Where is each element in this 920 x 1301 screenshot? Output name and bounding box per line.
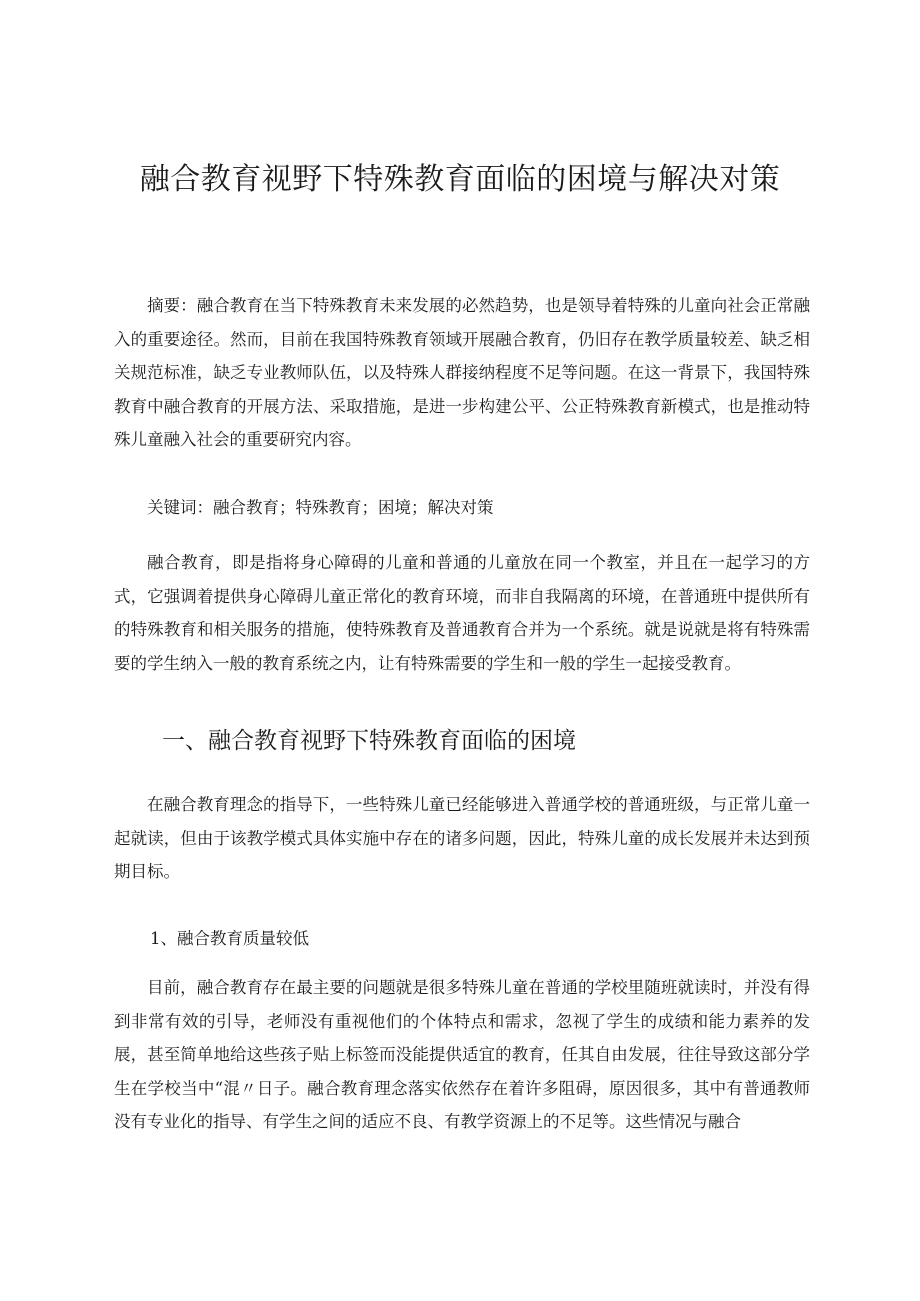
- abstract-paragraph: 摘要：融合教育在当下特殊教育未来发展的必然趋势，也是领导着特殊的儿童向社会正常融入的重要途径。然而，目前在我国特殊教育领域开展融合教育，仍旧存在教学质量较差、缺乏相关规范标准，缺乏专业教师队伍，以及特殊人群接纳程度不足等问题。在这一背景下，我国特殊教育中融合教育的开展方法、采取措施，是进一步构建公平、公正特殊教育新模式，也是推动特殊儿童融入社会的重要研究内容。: [114, 296, 810, 449]
- document-title: 融合教育视野下特殊教育面临的困境与解决对策: [139, 162, 781, 197]
- section-heading: 一、融合教育视野下特殊教育面临的困境: [162, 728, 576, 754]
- intro-paragraph: 融合教育，即是指将身心障碍的儿童和普通的儿童放在同一个教室，并且在一起学习的方式，它强调着提供身心障碍儿童正常化的教育环境，而非自我隔离的环境，在普通班中提供所有的特殊教育和相关服务的措施，使特殊教育及普通教育合并为一个系统。就是说就是将有特殊需要的学生纳入一般的教育系统之内，让有特殊需要的学生和一般的学生一起接受教育。: [114, 553, 810, 673]
- subsection-paragraph: 目前，融合教育存在最主要的问题就是很多特殊儿童在普通的学校里随班就读时，并没有得到非常有效的引导，老师没有重视他们的个体特点和需求，忽视了学生的成绩和能力素养的发展，甚至简单地给这些孩子贴上标签而没能提供适宜的教育，任其自由发展，往往导致这部分学生在学校当中“混〃日子。融合教育理念落实依然存在着许多阻碍，原因很多，其中有普通教师没有专业化的指导、有学生之间的适应不良、有教学资源上的不足等。这些情况与融合: [114, 978, 810, 1131]
- keywords-paragraph: 关键词：融合教育；特殊教育；困境；解决对策: [147, 498, 494, 517]
- subsection-heading: 1、融合教育质量较低: [150, 929, 309, 948]
- section-paragraph: 在融合教育理念的指导下，一些特殊儿童已经能够进入普通学校的普通班级，与正常儿童一起就读，但由于该教学模式具体实施中存在的诸多问题，因此，特殊儿童的成长发展并未达到预期目标。: [114, 795, 810, 881]
